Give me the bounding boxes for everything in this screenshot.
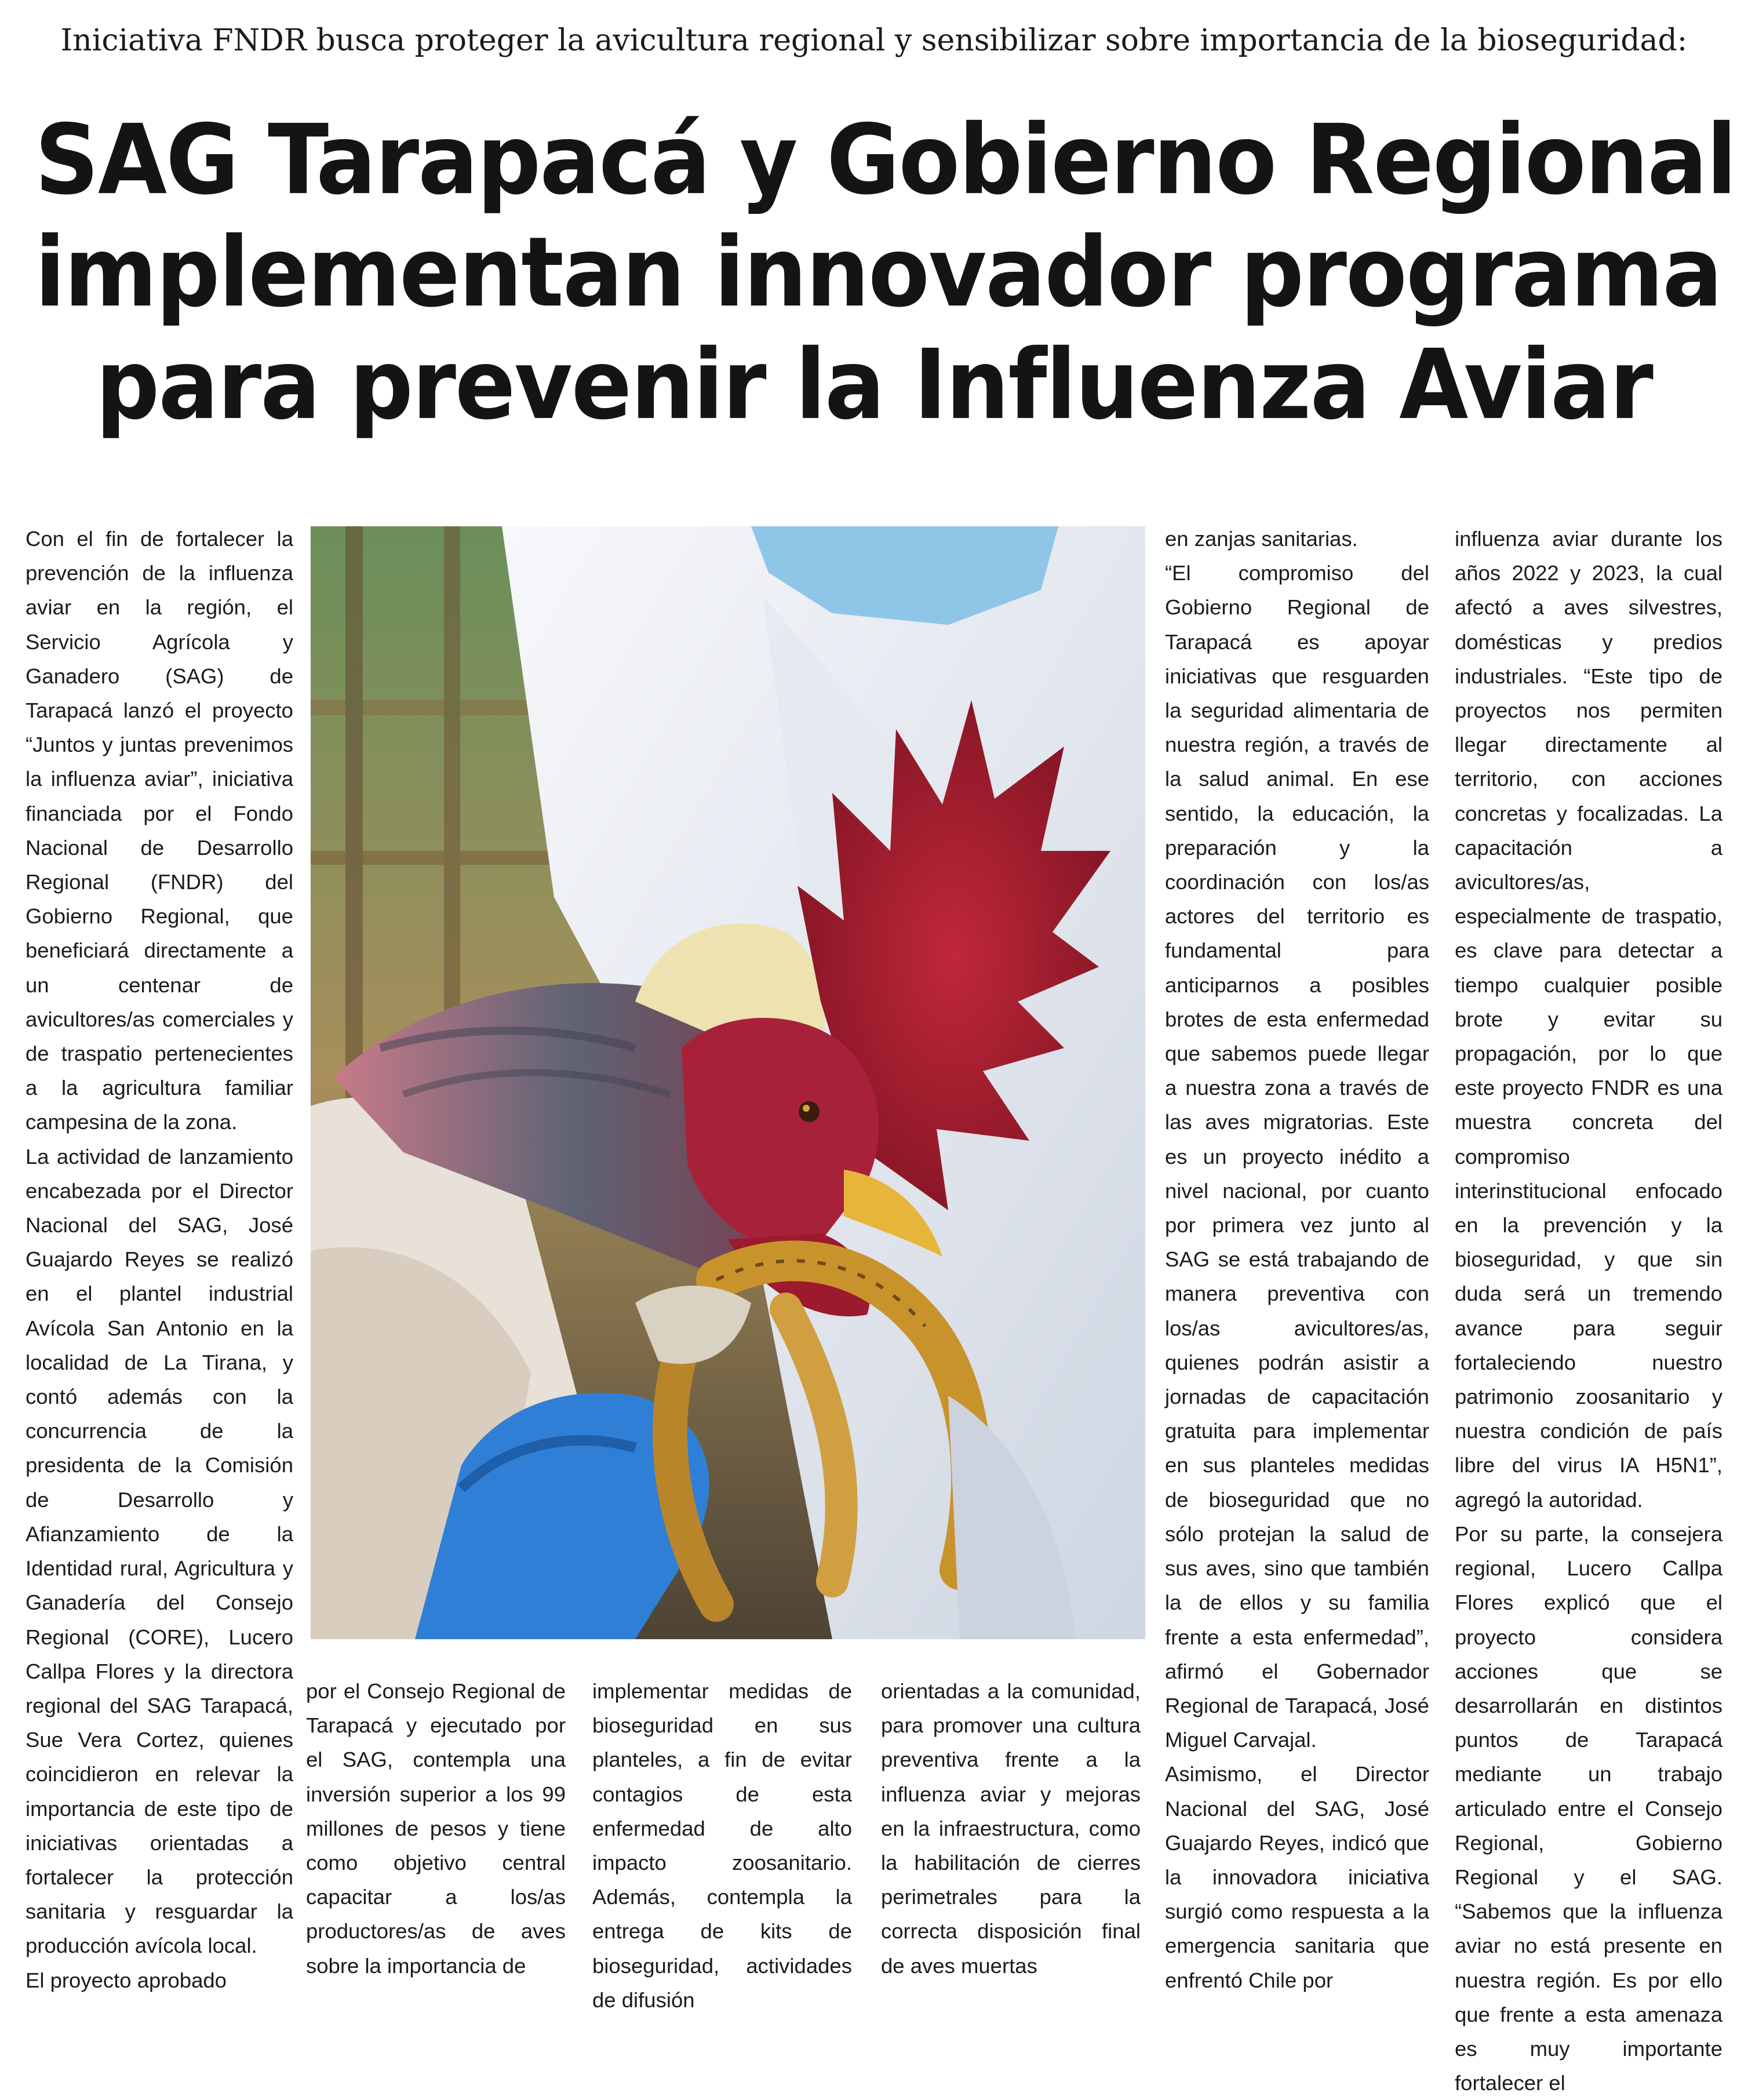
rooster-photo-illustration [311,526,1145,1639]
paragraph-project-investment: por el Consejo Regional de Tarapacá y ejecutado por el SAG, contempla una inversión superior a los 99 millones de pesos y tiene como objetivo central capacitar a los/as productores/as de aves sobre la importancia de [306,1679,566,1978]
headline-line-3: para prevenir la Influenza Aviar [96,329,1652,442]
paragraph-sanitary-trenches: en zanjas sanitarias. [1165,527,1358,551]
article-kicker: Iniciativa FNDR busca proteger la avicultura regional y sensibilizar sobre importancia de la bioseguridad: [60,23,1688,58]
column-4 [881,1674,1141,1983]
paragraph-project-measures: implementar medidas de bioseguridad en sus planteles, a fin de evitar contagios de esta enfermedad de alto impacto zoosanitario. Además, contempla la entrega de kits de bioseguridad, actividades de difusión [592,1679,852,2012]
paragraph-project-start: El proyecto aprobado [26,1968,227,1992]
paragraph-launch: La actividad de lanzamiento encabezada por el Director Nacional del SAG, José Guajardo Reyes se realizó en el plantel industrial Avícola San Antonio en la localidad de La Tirana, y contó además con la concurrencia de la presidenta de la Comisión de Desarrollo y Afianzamiento de la Identidad rural, Agricultura y Ganadería del Consejo Regional (CORE), Lucero Callpa Flores y la directora regional del SAG Tarapacá, Sue Vera Cortez, quienes coincidieron en relevar la importancia de este tipo de iniciativas orientadas a fortalecer la protección sanitaria y resguardar la producción avícola local. [26,1144,293,1958]
article-photo [311,526,1145,1639]
paragraph-director-quote: influenza aviar durante los años 2022 y 2023, la cual afectó a aves silvestres, domésticas y predios industriales. “Este tipo de proyectos nos permiten llegar directamente al territorio, con acciones concretas y focalizadas. La capacitación a avicultores/as, especialmente de traspatio, es clave para detectar a tiempo cualquier posible brote y evitar su propagación, por lo que este proyecto FNDR es una muestra concreta del compromiso interinstitucional enfocado en la prevención y la bioseguridad, y que sin duda será un tremendo avance para seguir fortaleciendo nuestro patrimonio zoosanitario y nuestra condición de país libre del virus IA H5N1”, agregó la autoridad. [1455,527,1722,1512]
headline-line-2: implementan innovador programa [35,216,1722,329]
paragraph-intro: Con el fin de fortalecer la prevención de la influenza aviar en la región, el Servicio Agrícola y Ganadero (SAG) de Tarapacá lanzó el proyecto “Juntos y juntas prevenimos la influenza aviar”, iniciativa financiada por el Fondo Nacional de Desarrollo Regional (FNDR) del Gobierno Regional, que beneficiará directamente a un centenar de avicultores/as comerciales y de traspatio pertenecientes a la agricultura familiar campesina de la zona. [26,527,293,1134]
column-6 [1455,522,1722,2100]
headline-line-1: SAG Tarapacá y Gobierno Regional [35,104,1736,217]
column-2 [306,1674,566,1983]
column-5 [1165,522,1429,1997]
rooster-eye [799,1101,820,1122]
column-3 [592,1674,852,2017]
paragraph-project-community: orientadas a la comunidad, para promover una cultura preventiva frente a la influenza aviar y mejoras en la infraestructura, como la habilitación de cierres perimetrales para la correcta disposición final de aves muertas [881,1679,1141,1978]
paragraph-governor-quote: “El compromiso del Gobierno Regional de Tarapacá es apoyar iniciativas que resguarden la seguridad alimentaria de nuestra región, a través de la salud animal. En ese sentido, la educación, la preparación y la coordinación con los/as actores del territorio es fundamental para anticiparnos a posibles brotes de esta enfermedad que sabemos puede llegar a nuestra zona a través de las aves migratorias. Este es un proyecto inédito a nivel nacional, por cuanto por primera vez junto al SAG se está trabajando de manera preventiva con los/as avicultores/as, quienes podrán asistir a jornadas de capacitación gratuita para implementar en sus planteles medidas de bioseguridad que no sólo protejan la salud de sus aves, sino que también la de ellos y su familia frente a esta enfermedad”, afirmó el Gobernador Regional de Tarapacá, José Miguel Carvajal. [1165,561,1429,1752]
paragraph-director-statement: Asimismo, el Director Nacional del SAG, José Guajardo Reyes, indicó que la innovadora iniciativa surgió como respuesta a la emergencia sanitaria que enfrentó Chile por [1165,1762,1429,1992]
column-1 [26,522,293,1997]
article-headline [35,104,1736,442]
paragraph-councilor-statement: Por su parte, la consejera regional, Lucero Callpa Flores explicó que el proyecto considera acciones que se desarrollarán en distintos puntos de Tarapacá mediante un trabajo articulado entre el Consejo Regional, Gobierno Regional y el SAG. “Sabemos que la influenza aviar no está presente en nuestra región. Es por ello que frente a esta amenaza es muy importante fortalecer el [1455,1522,1722,2095]
